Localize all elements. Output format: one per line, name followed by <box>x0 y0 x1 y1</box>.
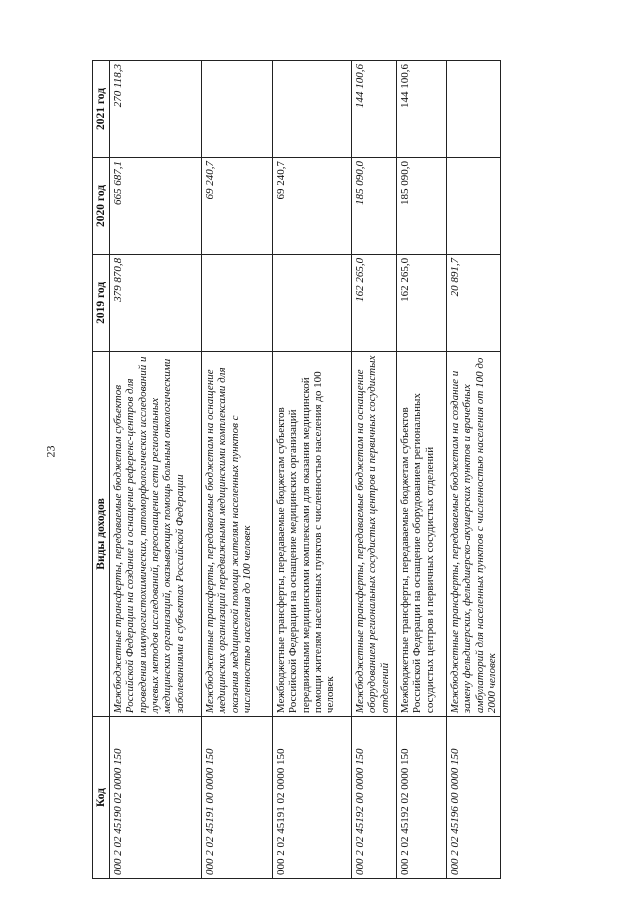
table-row <box>352 61 397 879</box>
cell-2020: 185 090,0 <box>352 157 397 254</box>
cell-code: 000 2 02 45192 00 0000 150 <box>352 717 397 879</box>
header-2019: 2019 год <box>93 254 110 351</box>
cell-2020: 665 687,1 <box>110 157 202 254</box>
cell-desc: Межбюджетные трансферты, передаваемые бюджетам на создание и замену фельдшерских, фельдшерско-акушерских пунктов и врачебных амбулаторий для населенных пунктов с численностью населения от 100 до 2000 человек <box>447 351 501 716</box>
cell-code: 000 2 02 45196 00 0000 150 <box>447 717 501 879</box>
cell-2021 <box>202 61 273 158</box>
page-number: 23 <box>43 445 58 458</box>
table-row <box>202 61 273 879</box>
cell-2019: 162 265,0 <box>352 254 397 351</box>
cell-desc: Межбюджетные трансферты, передаваемые бюджетам субъектов Российской Федерации на создание и оснащение референс-центров для проведения иммуногистохимических, патоморфологических исследований и лучевых методов исследований, переоснащение сети региональных медицинских организаций, оказывающих помощь больным онкологическими заболеваниями в субъектах Российской Федерации <box>110 351 202 716</box>
cell-desc: Межбюджетные трансферты, передаваемые бюджетам на оснащение оборудованием региональных сосудистых центров и первичных сосудистых отделений <box>352 351 397 716</box>
cell-2019: 162 265,0 <box>397 254 447 351</box>
table-row <box>397 61 447 879</box>
header-row <box>93 61 110 879</box>
cell-code: 000 2 02 45190 02 0000 150 <box>110 717 202 879</box>
cell-2019 <box>273 254 352 351</box>
header-desc: Виды доходов <box>93 351 110 716</box>
cell-2021 <box>447 61 501 158</box>
cell-2020: 69 240,7 <box>202 157 273 254</box>
table-container <box>92 60 498 879</box>
cell-2021 <box>273 61 352 158</box>
header-2020: 2020 год <box>93 157 110 254</box>
cell-desc: Межбюджетные трансферты, передаваемые бюджетам субъектов Российской Федерации на оснащение медицинских организаций передвижными медицинскими комплексами для оказания медицинской помощи жителям населенных пунктов с численностью населения до 100 человек <box>273 351 352 716</box>
cell-2019: 379 870,8 <box>110 254 202 351</box>
income-table <box>92 60 501 879</box>
cell-2020: 69 240,7 <box>273 157 352 254</box>
cell-code: 000 2 02 45191 00 0000 150 <box>202 717 273 879</box>
table-row <box>273 61 352 879</box>
cell-2021: 144 100,6 <box>352 61 397 158</box>
cell-code: 000 2 02 45191 02 0000 150 <box>273 717 352 879</box>
cell-desc: Межбюджетные трансферты, передаваемые бюджетам на оснащение медицинских организаций передвижными медицинскими комплексами для оказания медицинской помощи жителям населенных пунктов с численностью населения до 100 человек <box>202 351 273 716</box>
cell-2019: 20 891,7 <box>447 254 501 351</box>
header-code: Код <box>93 717 110 879</box>
cell-desc: Межбюджетные трансферты, передаваемые бюджетам субъектов Российской Федерации на оснащение оборудованием региональных сосудистых центров и первичных сосудистых отделений <box>397 351 447 716</box>
cell-2019 <box>202 254 273 351</box>
table-row <box>110 61 202 879</box>
table-row <box>447 61 501 879</box>
cell-2021: 144 100,6 <box>397 61 447 158</box>
cell-2020: 185 090,0 <box>397 157 447 254</box>
header-2021: 2021 год <box>93 61 110 158</box>
cell-code: 000 2 02 45192 02 0000 150 <box>397 717 447 879</box>
cell-2021: 270 118,3 <box>110 61 202 158</box>
cell-2020 <box>447 157 501 254</box>
